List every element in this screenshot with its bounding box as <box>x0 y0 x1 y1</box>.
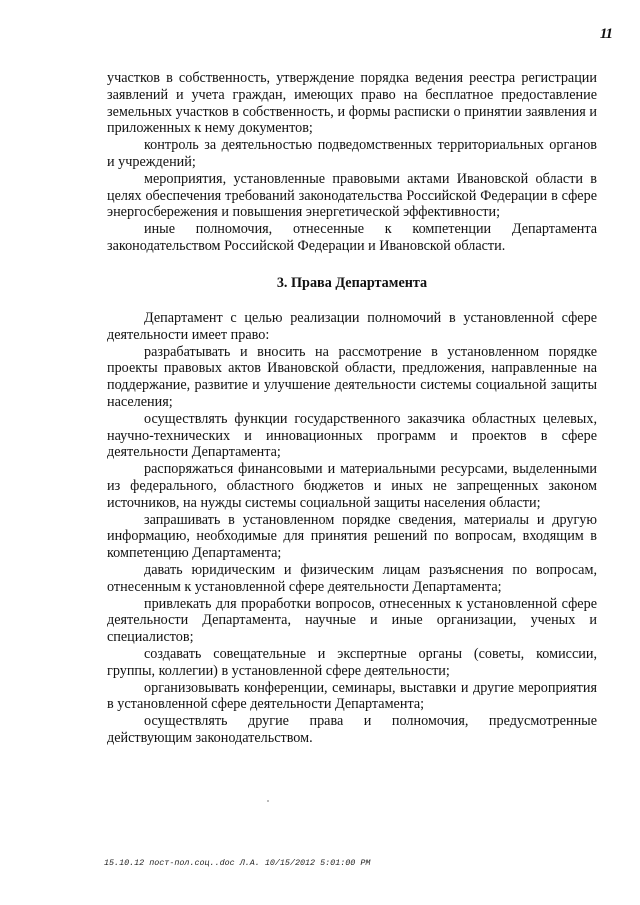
paragraph-right-develop-acts: разрабатывать и вносить на рассмотрение в установленном порядке проекты правовых актов Ивановской области, предложения, направленные на поддержание, развитие и улучшение деятельности системы социальной защиты населения; <box>107 343 597 410</box>
paragraph-right-conferences: организовывать конференции, семинары, выставки и другие мероприятия в установленной сфере деятельности Департамента; <box>107 679 597 713</box>
paragraph-right-explanations: давать юридическим и физическим лицам разъяснения по вопросам, отнесенным к установленной сфере деятельности Департамента; <box>107 561 597 595</box>
paragraph-right-resources: распоряжаться финансовыми и материальными ресурсами, выделенными из федерального, областного бюджетов и иных не запрещенных законом источников, на нужды системы социальной защиты населения области; <box>107 461 597 511</box>
paragraph-right-advisory-bodies: создавать совещательные и экспертные органы (советы, комиссии, группы, коллегии) в установленной сфере деятельности; <box>107 645 597 679</box>
paragraph-energy-measures: мероприятия, установленные правовыми актами Ивановской области в целях обеспечения требований законодательства Российской Федерации в сфере энергосбережения и повышения энергетической эффективности; <box>107 170 597 221</box>
paragraph-right-other: осуществлять другие права и полномочия, предусмотренные действующим законодательством. <box>107 713 597 746</box>
paragraph-right-request-info: запрашивать в установленном порядке сведения, материалы и другую информацию, необходимые для принятия решений по вопросам, входящим в компетенцию Департамента; <box>107 511 597 562</box>
page-number: 11 <box>599 26 612 42</box>
top-text-block <box>107 70 597 255</box>
paragraph-right-customer: осуществлять функции государственного заказчика областных целевых, научно-технических и инновационных программ и проектов в сфере деятельности Департамента; <box>107 410 597 461</box>
scan-speck <box>267 800 269 802</box>
document-footer: 15.10.12 пост-пол.соц..doc Л.А. 10/15/2012 5:01:00 PM <box>104 858 371 868</box>
paragraph-intro: Департамент с целью реализации полномочий в установленной сфере деятельности имеет право: <box>107 310 597 343</box>
paragraph-other-powers: иные полномочия, отнесенные к компетенции Департамента законодательством Российской Федерации и Ивановской области. <box>107 221 597 254</box>
rights-text-block <box>107 310 597 747</box>
paragraph-right-engage-orgs: привлекать для проработки вопросов, отнесенных к установленной сфере деятельности Департамента, научные и иные организации, ученых и специалистов; <box>107 595 597 646</box>
paragraph-control: контроль за деятельностью подведомственных территориальных органов и учреждений; <box>107 137 597 170</box>
section-heading: 3. Права Департамента <box>276 275 428 291</box>
paragraph-continuation: участков в собственность, утверждение порядка ведения реестра регистрации заявлений и учета граждан, имеющих право на бесплатное предоставление земельных участков в собственность, и формы расписки о принятии заявления и приложенных к нему документов; <box>107 70 597 137</box>
